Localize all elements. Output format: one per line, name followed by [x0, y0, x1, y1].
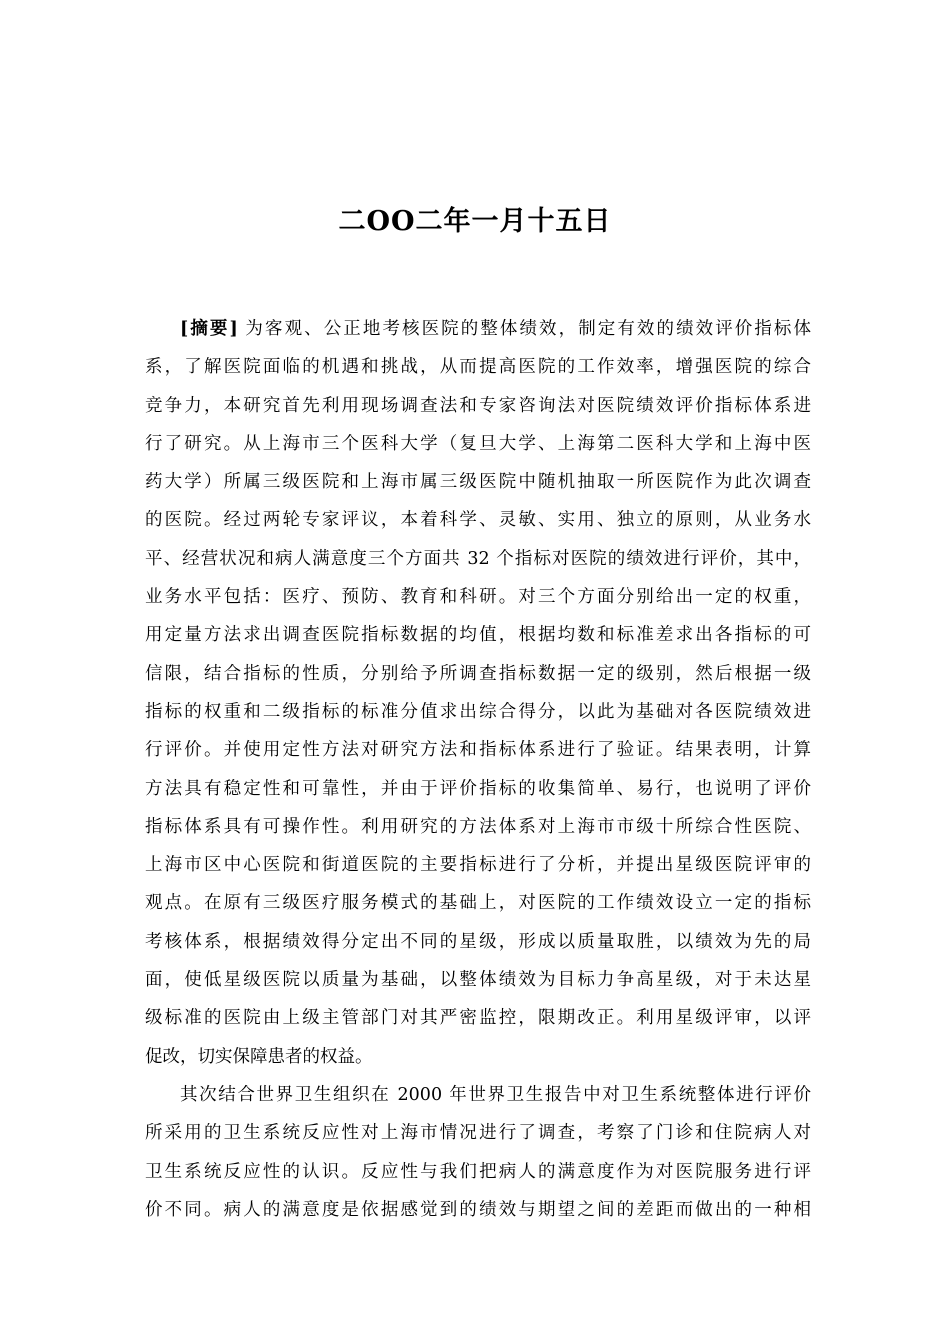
paragraph-line: 用定量方法求出调查医院指标数据的均值，根据均数和标准差求出各指标的可 — [145, 625, 811, 646]
paragraph-line: 价不同。病人的满意度是依据感觉到的绩效与期望之间的差距而做出的一种相 — [145, 1199, 811, 1220]
abstract-body — [145, 310, 811, 1229]
abstract-label: [摘要] — [180, 319, 238, 339]
paragraph-line: 系，了解医院面临的机遇和挑战，从而提高医院的工作效率，增强医院的综合 — [145, 357, 811, 378]
paragraph-line: 促改，切实保障患者的权益。 — [145, 1046, 373, 1067]
paragraph-line: 指标体系具有可操作性。利用研究的方法体系对上海市市级十所综合性医院、 — [145, 816, 811, 837]
paragraph-line: 行了研究。从上海市三个医科大学（复旦大学、上海第二医科大学和上海中医 — [145, 433, 811, 454]
paragraph-line: 面，使低星级医院以质量为基础，以整体绩效为目标力争高星级，对于未达星 — [145, 970, 811, 991]
paragraph-line: 行评价。并使用定性方法对研究方法和指标体系进行了验证。结果表明，计算 — [145, 740, 811, 761]
paragraph-line: 平、经营状况和病人满意度三个方面共 32 个指标对医院的绩效进行评价，其中， — [145, 548, 811, 569]
paragraph-line: 卫生系统反应性的认识。反应性与我们把病人的满意度作为对医院服务进行评 — [145, 1161, 811, 1182]
paragraph-line: 药大学）所属三级医院和上海市属三级医院中随机抽取一所医院作为此次调查 — [145, 472, 811, 493]
paragraph-line: 信限，结合指标的性质，分别给予所调查指标数据一定的级别，然后根据一级 — [145, 663, 811, 684]
paragraph-line: 上海市区中心医院和街道医院的主要指标进行了分析，并提出星级医院评审的 — [145, 855, 811, 876]
paragraph-line: 考核体系，根据绩效得分定出不同的星级，形成以质量取胜，以绩效为先的局 — [145, 931, 811, 952]
date-title: 二OO二年一月十五日 — [338, 206, 612, 237]
paragraph-line: 方法具有稳定性和可靠性，并由于评价指标的收集简单、易行，也说明了评价 — [145, 778, 811, 799]
paragraph-line: 其次结合世界卫生组织在 2000 年世界卫生报告中对卫生系统整体进行评价 — [180, 1084, 811, 1105]
paragraph-line: 竞争力，本研究首先利用现场调查法和专家咨询法对医院绩效评价指标体系进 — [145, 395, 811, 416]
paragraph-line — [145, 310, 811, 348]
paragraph-line: 业务水平包括：医疗、预防、教育和科研。对三个方面分别给出一定的权重， — [145, 587, 811, 608]
paragraph-line: 观点。在原有三级医疗服务模式的基础上，对医院的工作绩效设立一定的指标 — [145, 893, 811, 914]
paragraph-line: 所采用的卫生系统反应性对上海市情况进行了调查，考察了门诊和住院病人对 — [145, 1123, 811, 1144]
paragraph-line: 的医院。经过两轮专家评议，本着科学、灵敏、实用、独立的原则，从业务水 — [145, 510, 811, 531]
paragraph-line-text: 为客观、公正地考核医院的整体绩效，制定有效的绩效评价指标体 — [237, 319, 812, 339]
paragraph-line: 指标的权重和二级指标的标准分值求出综合得分，以此为基础对各医院绩效进 — [145, 701, 811, 722]
paragraph-line: 级标准的医院由上级主管部门对其严密监控，限期改正。利用星级评审，以评 — [145, 1008, 811, 1029]
